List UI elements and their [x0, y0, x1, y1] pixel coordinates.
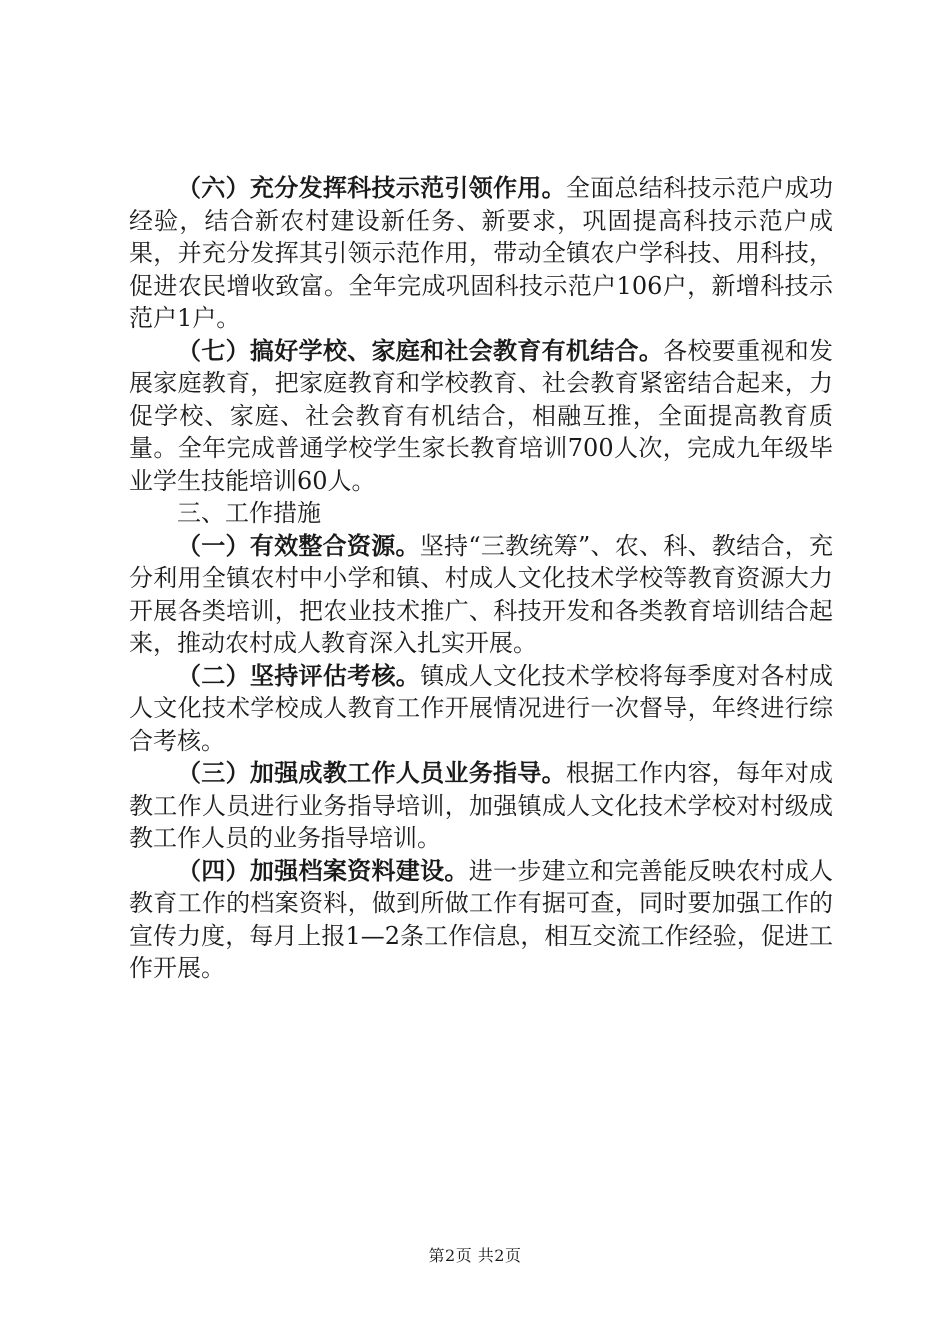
paragraph-text: 坚持“三教统筹”、农、科、教结合，充分利用全镇农村中小学和镇、村成人文化技术学校等教育资源大力开展各类培训，把农业技术推广、科技开发和各类教育培训结合起来，推动农村成人教育深入扎实开展。	[129, 531, 833, 657]
document-body	[129, 172, 833, 985]
paragraph-lead: （七）搞好学校、家庭和社会教育有机结合。	[177, 336, 664, 365]
paragraph-lead: （三）加强成教工作人员业务指导。	[177, 759, 566, 787]
paragraph-text: 全面总结科技示范户成功经验，结合新农村建设新任务、新要求，巩固提高科技示范户成果，并充分发挥其引领示范作用，带动全镇农户学科技、用科技，促进农民增收致富。全年完成巩固科技示范户106户，新增科技示范户1户。	[129, 174, 833, 332]
paragraph-text: 进一步建立和完善能反映农村成人教育工作的档案资料，做到所做工作有据可查，同时要加强工作的宣传力度，每月上报1—2条工作信息，相互交流工作经验，促进工作开展。	[129, 856, 834, 982]
paragraph-lead: （一）有效整合资源。	[177, 531, 420, 560]
paragraph-text: 各校要重视和发展家庭教育，把家庭教育和学校教育、社会教育紧密结合起来，力促学校、家庭、社会教育有机结合，相融互推，全面提高教育质量。全年完成普通学校学生家长教育培训700人次，完成九年级毕业学生技能培训60人。	[129, 336, 834, 495]
paragraph-text: 镇成人文化技术学校将每季度对各村成人文化技术学校成人教育工作开展情况进行一次督导，年终进行综合考核。	[129, 661, 834, 755]
measure-three	[129, 757, 833, 855]
paragraph-lead: （四）加强档案资料建设。	[177, 856, 469, 885]
page-number-footer: 第2页 共2页	[428, 1246, 522, 1265]
paragraph-lead: （六）充分发挥科技示范引领作用。	[177, 174, 566, 202]
measure-four	[129, 855, 833, 985]
measure-one	[129, 530, 833, 660]
measure-two	[129, 660, 833, 758]
paragraph-six	[129, 172, 833, 335]
paragraph-text: 根据工作内容，每年对成教工作人员进行业务指导培训，加强镇成人文化技术学校对村级成教工作人员的业务指导培训。	[129, 759, 833, 852]
paragraph-seven	[129, 335, 833, 498]
section-heading: 三、工作措施	[177, 499, 321, 527]
paragraph-lead: （二）坚持评估考核。	[177, 661, 421, 690]
